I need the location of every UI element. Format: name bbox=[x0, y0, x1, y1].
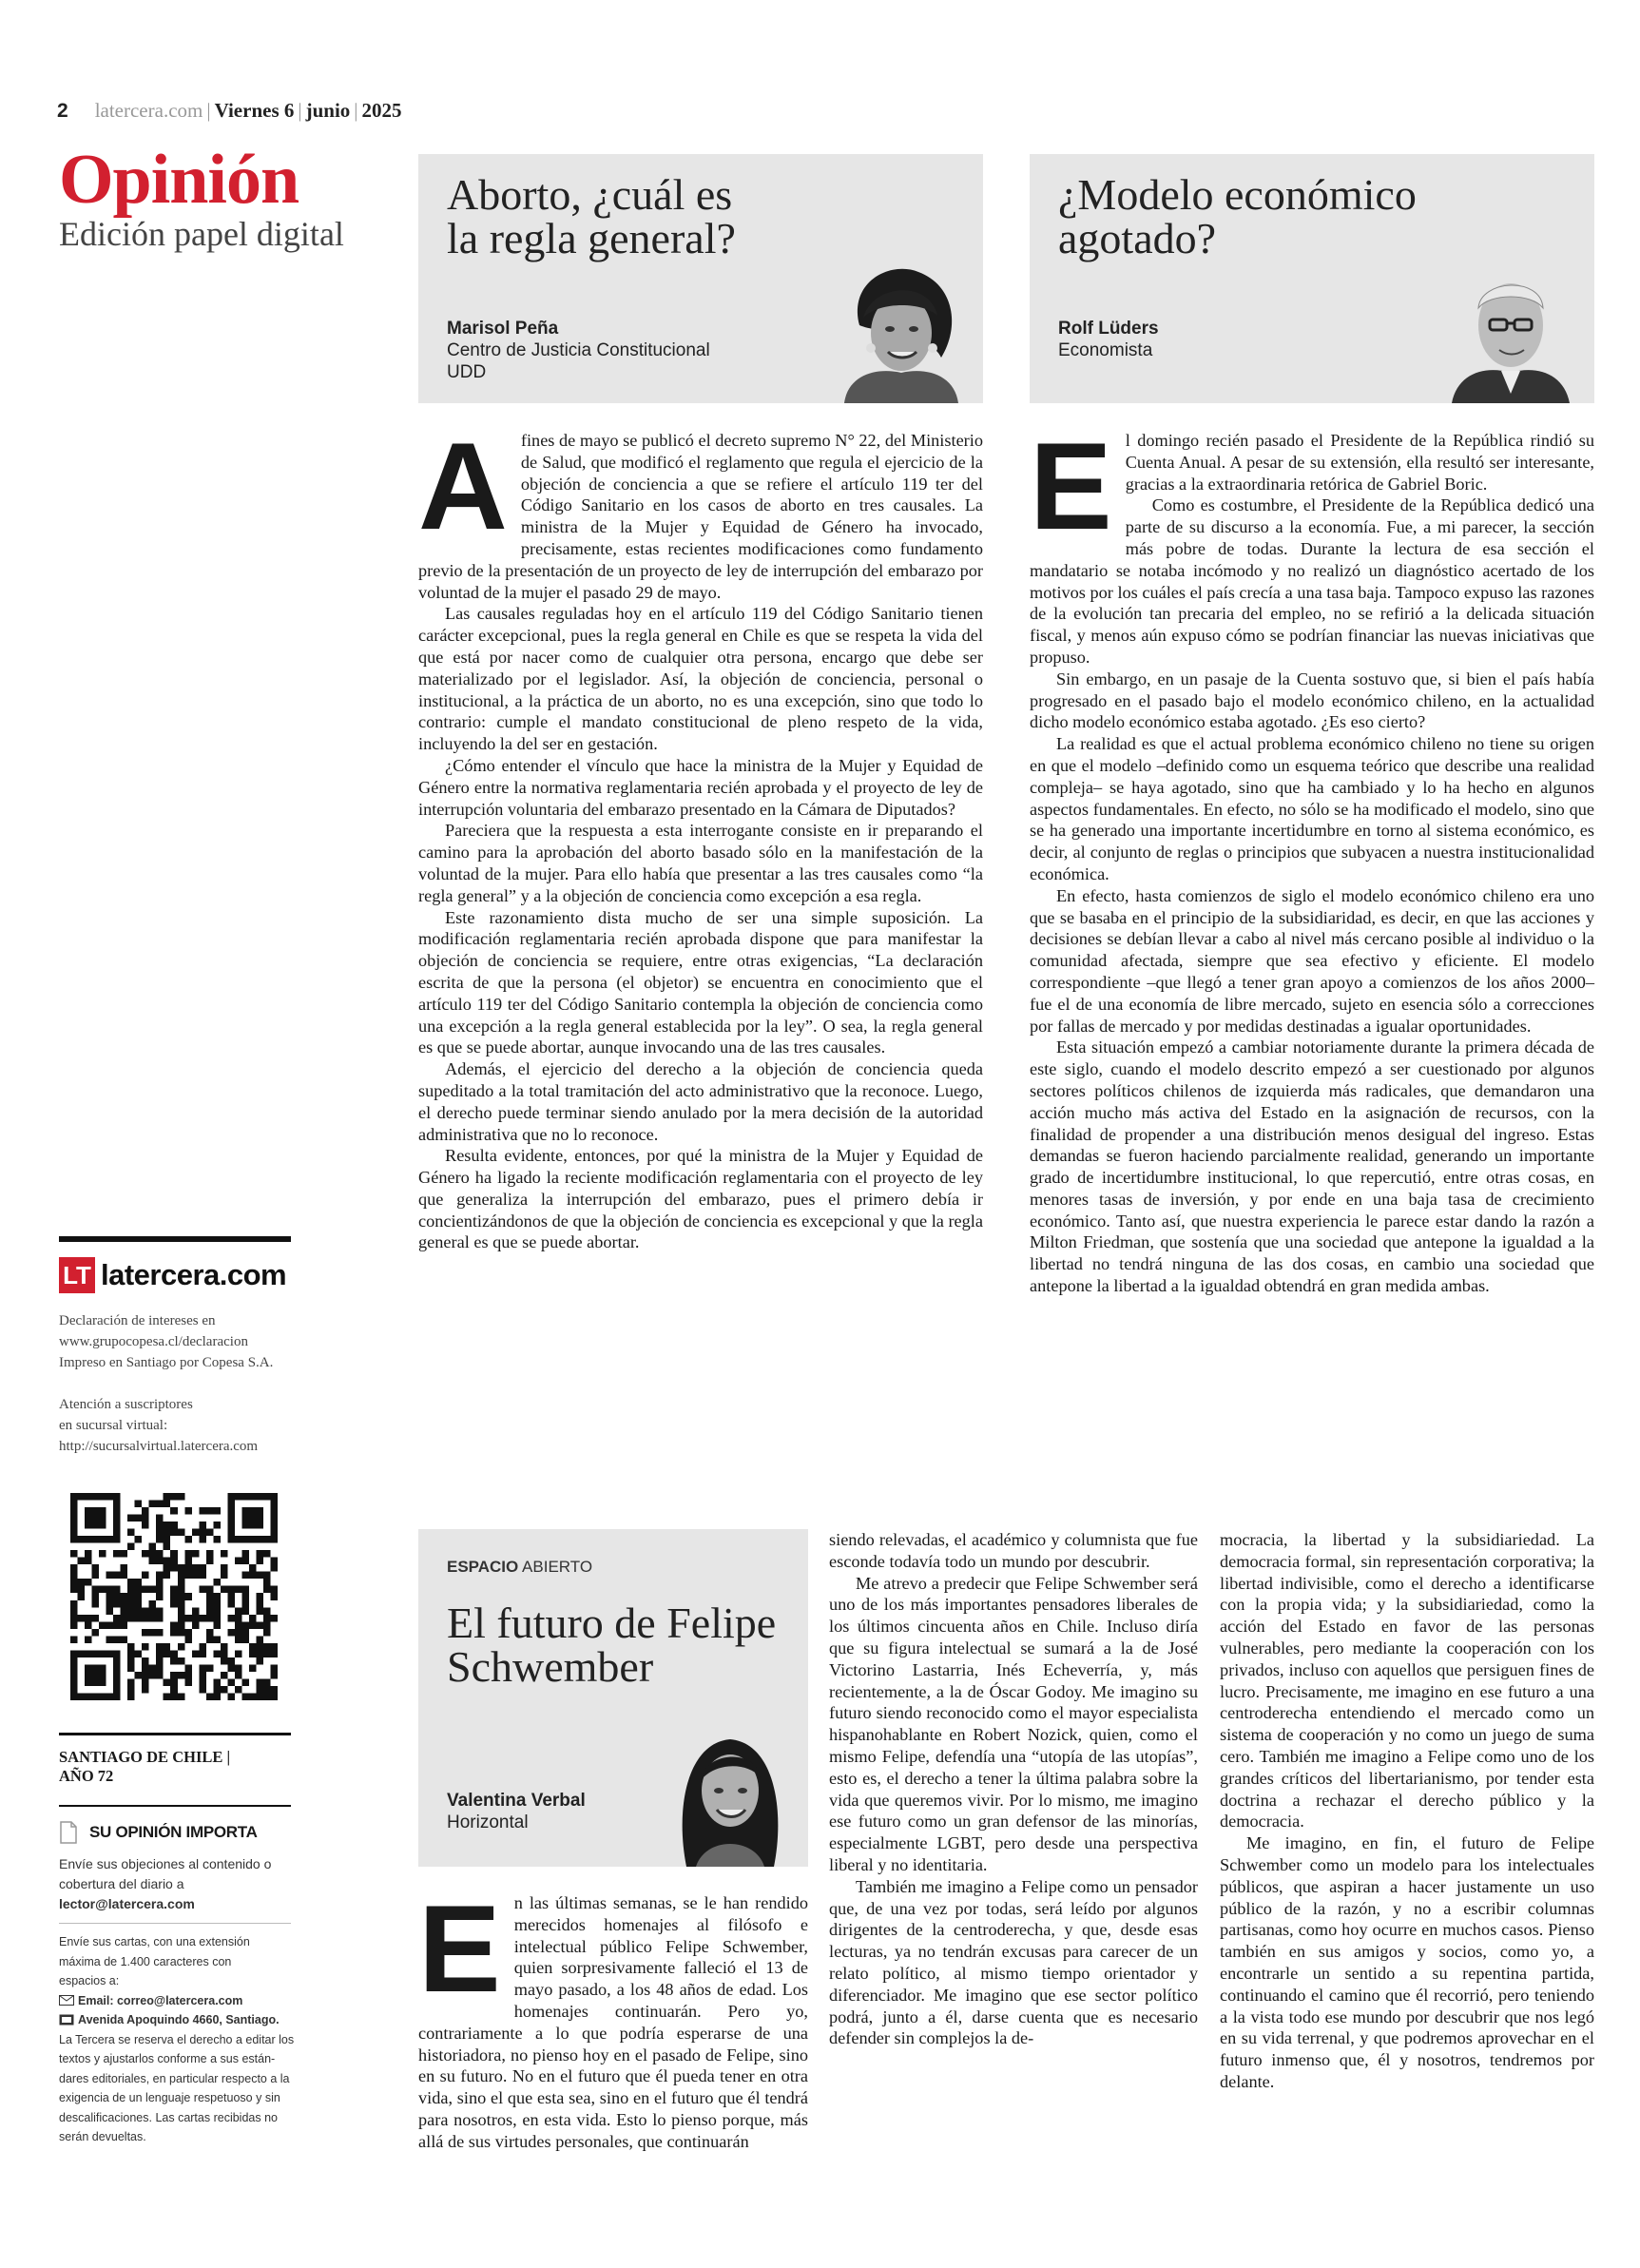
article3-paragraph: siendo relevadas, el académico y columnista que fue esconde todavía todo un mundo por descubrir. bbox=[829, 1530, 1198, 1571]
section-subtitle: Edición papel digital bbox=[59, 215, 344, 253]
article1-author: Marisol Peña bbox=[447, 319, 559, 339]
header-year: 2025 bbox=[361, 99, 402, 122]
lt-logo-name: latercera.com bbox=[101, 1258, 287, 1291]
opinion-title: SU OPINIÓN IMPORTA bbox=[89, 1823, 258, 1841]
article1-paragraph: Las causales reguladas hoy en el artículo 119 del Código Sanitario tienen carácter excepcional, pues la regla general en Chile es que se respeta la vida del que está por nacer como de cualquier otra persona, encargo que debe ser materializado por el legislador. Así, la objeción de conciencia, personal o institucional, a la práctica de un aborto, no es una excepción, sino que todo lo contrario: cumple el mandato constitucional de pleno respeto de la vida, incluyendo la del ser en gestación. bbox=[418, 604, 983, 754]
article1-title: Aborto, ¿cuál es la regla general? bbox=[447, 170, 736, 262]
opinion-heading bbox=[59, 1821, 258, 1844]
article1-paragraph: fines de mayo se publicó el decreto supremo N° 22, del Ministerio de Salud, que modificó el reglamento que regula el ejercicio de la objeción de conciencia a que se refiere el artículo 119 ter del Código Sanitario en los casos de aborto en tres causales. La ministra de la Mujer y Equidad de Género ha invocado, precisamente, estas recientes modificaciones como fundamento previo de la presentación de un proyecto de ley de interrupción del embarazo por voluntad de la mujer el pasado 29 de mayo. bbox=[418, 431, 983, 602]
sidebar-divider bbox=[59, 1733, 291, 1735]
article3-column-2 bbox=[829, 1529, 1198, 2049]
article1-byline: Marisol Peña Centro de Justicia Constitucional UDD bbox=[447, 319, 710, 383]
envelope-icon bbox=[59, 1995, 74, 2006]
article1-body bbox=[418, 417, 983, 1253]
article2-paragraph: l domingo recién pasado el Presidente de la República rindió su Cuenta Anual. A pesar de su extensión, ella resultó ser interesante, gracias a la extraordinaria retórica de Gabriel Boric. bbox=[1125, 431, 1594, 494]
mailbox-icon bbox=[59, 2014, 74, 2026]
article1-header bbox=[418, 154, 983, 403]
lt-logo-mark: LT bbox=[59, 1257, 95, 1293]
article3-dropcap: E bbox=[418, 1879, 501, 2018]
article2-byline: Rolf Lüders Economista bbox=[1058, 319, 1159, 361]
author-portrait-image bbox=[667, 1724, 791, 1867]
declaration-link[interactable]: www.grupocopesa.cl/declaracion bbox=[59, 1334, 248, 1349]
site-name: latercera.com bbox=[94, 99, 203, 122]
article2-author: Rolf Lüders bbox=[1058, 319, 1159, 339]
article3-paragraph: También me imagino a Felipe como un pensador que, de una vez por todas, será leído por algunos dirigentes de la centroderecha, y que, desde esas lecturas, ya no tendrán excusas para carecer de un relato político, al mismo tiempo orientador y diferenciador. Me imagino que ese sector político podrá, junto a él, darse cuenta que es necesario defender sin complejos la de- bbox=[829, 1876, 1198, 2048]
document-icon bbox=[59, 1821, 78, 1844]
article2-paragraph: En efecto, hasta comienzos de siglo el modelo económico chileno era uno que se basaba en el principio de la subsidiaridad, es decir, en que las acciones y decisiones se debían llevar a cabo al nivel más cercano posible al individuo o la comunidad afectada, siempre que sea efectivo y eficiente. El modelo correspondiente –que llegó a tener gran apoyo a comienzos de los años 2000– fue el de una economía de libre mercado, sujeto en esencia sólo a correcciones por fallas de mercado y por medidas destinadas a igualar oportunidades. bbox=[1030, 885, 1594, 1036]
author-portrait-image bbox=[1448, 261, 1572, 403]
article2-header bbox=[1030, 154, 1594, 403]
subscriber-link[interactable]: http://sucursalvirtual.latercera.com bbox=[59, 1439, 259, 1454]
article3-paragraph: Me imagino, en fin, el futuro de Felipe Schwember como un modelo para los intelectuales públicos, que aspiran a hacer justamente un uso público de la razón, y no a escribir columnas partisanas, como hoy ocurre en muchos casos. Pienso también en sus amigos y socios, como yo, a encontrarle un sentido a su repentina partida, continuando el camino que él recorrió, pero teniendo a la vista todo ese mundo por descubrir que nos legó en su vida terrenal, y que podremos aprovechar en el futuro inmenso que, él y nosotros, tendremos por delante. bbox=[1220, 1833, 1594, 2091]
latercera-logo bbox=[59, 1257, 286, 1293]
header-month: junio bbox=[305, 99, 351, 122]
sidebar-divider bbox=[59, 1805, 291, 1807]
article3-column-1 bbox=[418, 1879, 808, 2153]
article1-paragraph: Resulta evidente, entonces, por qué la ministra de la Mujer y Equidad de Género ha ligado la reciente modificación reglamentaria con el proyecto de ley que generaliza la interrupción del embarazo, pues el primero debía ir concientizándonos de que la objeción de conciencia es excepcional y que la regla general es que se puede abortar. bbox=[418, 1146, 983, 1252]
article2-paragraph: La realidad es que el actual problema económico chileno no tiene su origen en que el modelo –definido como un esquema teórico que describe una realidad compleja– se haya agotado, sino que ha cambiado y lo ha hecho en algunos aspectos fundamentales. En efecto, no sólo se ha modificado el modelo, sino que se ha generado una importante incertidumbre en torno al sistema económico, es decir, al conjunto de reglas o principios que subyacen a nuestra institucionalidad económica. bbox=[1030, 734, 1594, 883]
article3-column-3 bbox=[1220, 1529, 1594, 2093]
article2-body bbox=[1030, 417, 1594, 1297]
article2-paragraph: Sin embargo, en un pasaje de la Cuenta sostuvo que, si bien el país había progresado en el pasado bajo el modelo económico chileno, en la actualidad dicho modelo económico estaba agotado. ¿Es eso cierto? bbox=[1030, 669, 1594, 732]
sidebar-rule bbox=[59, 1236, 291, 1242]
article3-kicker: ESPACIO ABIERTO bbox=[447, 1558, 593, 1576]
subscriber-block: Atención a suscriptores en sucursal virtual: http://sucursalvirtual.latercera.com bbox=[59, 1394, 297, 1457]
declaration-block: Declaración de intereses en www.grupocopesa.cl/declaracion Impreso en Santiago por Copesa S.A. bbox=[59, 1310, 297, 1373]
article1-paragraph: Este razonamiento dista mucho de ser una simple suposición. La modificación reglamentaria recién aprobada dispone que para manifestar la objeción de conciencia se requiere, entre otras exigencias, “La declaración escrita de que la persona (el objetor) se encuentra en conocimiento que el artículo 119 ter del Código Sanitario contempla la objeción de conciencia como una excepción a la regla general establecida por la ley”. O sea, la regla general es que se puede abortar, aunque invocando una de las tres causales. bbox=[418, 907, 983, 1057]
article1-dropcap: A bbox=[418, 417, 508, 555]
article1-paragraph: Pareciera que la respuesta a esta interrogante consiste en ir preparando el camino para la aprobación del aborto basado sólo en la manifestación de la voluntad de la mujer. Para ello había que presentar a las tres causales como “la regla general” y a la objeción de conciencia como excepción a esa regla. bbox=[418, 821, 983, 905]
email-label[interactable]: Email: correo@latercera.com bbox=[78, 1993, 243, 2007]
article1-paragraph: Además, el ejercicio del derecho a la objeción de conciencia queda supeditado a la total tramitación del acto administrativo que la reconoce. Luego, el derecho puede terminar siendo anulado por la mera decisión de la autoridad administrativa que no lo reconoce. bbox=[418, 1059, 983, 1144]
section-title: Opinión bbox=[59, 141, 299, 219]
article3-paragraph: mocracia, la libertad y la subsidiariedad. La democracia formal, sin representación corporativa; la libertad indivisible, como el derecho a identificarse con la propia vida; y la subsidiariedad, como la acción del Estado en favor de las personas vulnerables, pero mediante la cooperación con los privados, incluso con aquellos que persiguen fines de lucro. Precisamente, me imagino en ese futuro a una centroderecha entendiendo el mercado como un sistema de cooperación y no como un juego de suma cero. También me imagino a Felipe como uno de los grandes críticos del libertarianismo, por tender esta doctrina a rechazar el derecho público y la democracia. bbox=[1220, 1530, 1594, 1832]
letters-block: Envíe sus cartas, con una extensión máxima de 1.400 caracteres con espacios a: Email: correo@latercera.com Avenida Apoquindo 4660, Santiago. La Tercera se reserva el derecho a editar los textos y ajustarlos conforme a sus están- dares editoriales, en particular respecto a la exigencia de un lenguaje respetuoso y sin descalificaciones. Las cartas recibidas no serán devueltas. bbox=[59, 1932, 306, 2147]
article3-author: Valentina Verbal bbox=[447, 1791, 586, 1811]
email-row bbox=[59, 1991, 306, 2011]
article3-title: El futuro de Felipe Schwember bbox=[447, 1599, 777, 1691]
address-row bbox=[59, 2010, 306, 2030]
page-header: 2 latercera.com | Viernes 6 | junio | 2025 bbox=[57, 99, 402, 122]
city-year-block: SANTIAGO DE CHILE | AÑO 72 bbox=[59, 1748, 231, 1785]
article2-paragraph: Esta situación empezó a cambiar notoriamente durante la primera década de este siglo, cuando el modelo descrito empezó a ser cuestionado por algunos sectores políticos chilenos de izquierda más radicales, que demandaron una acción mucho más activa del Estado en la asignación de recursos, con la finalidad de propender a una distribución menos desigual del ingreso. Estas demandas se fueron haciendo parcialmente realidad, generando un importante grado de incertidumbre institucional, lo que repercutió, entre otras cosas, en menores tasas de inversión, y por ende en una baja tasa de crecimiento económico. Tanto así, que nuestra experiencia le parece estar dando la razón a Milton Friedman, que sostenía que una sociedad que antepone la igualdad a la libertad no tendrá ninguna de las dos cosas, en cambio una sociedad que antepone la libertad a la igualdad obtendrá en gran medida ambas. bbox=[1030, 1037, 1594, 1296]
qr-code-icon[interactable] bbox=[70, 1493, 278, 1700]
article3-paragraph: Me atrevo a predecir que Felipe Schwember será uno de los más importantes pensadores liberales de los últimos cincuenta años en Chile. Incluso diría que su figura intelectual se sumará a la de José Victorino Lastarria, Inés Echeverría, y, más recientemente, a la de Óscar Godoy. Me imagino su futuro siendo reconocido como el mayor especialista hispanohablante en Robert Nozick, quien, como el mismo Felipe, defendía una “utopía de las utopías”, esto es, el derecho a tener la última palabra sobre la vida que queremos vivir. Por lo mismo, me imagino ese futuro como un gran defensor de las minorías, especialmente LGBT, pero desde una perspectiva liberal y no identitaria. bbox=[829, 1573, 1198, 1874]
opinion-text: Envíe sus objeciones al contenido o cobertura del diario a lector@latercera.com bbox=[59, 1854, 297, 1914]
author-portrait-image bbox=[839, 261, 962, 403]
address-label: Avenida Apoquindo 4660, Santiago. bbox=[78, 2013, 280, 2026]
header-day: Viernes 6 bbox=[214, 99, 295, 122]
sidebar-thin-divider bbox=[59, 1923, 291, 1924]
article2-dropcap: E bbox=[1030, 417, 1112, 555]
article3-header bbox=[418, 1529, 808, 1867]
article3-paragraph: n las últimas semanas, se le han rendido merecidos homenajes al filósofo e intelectual público Felipe Schwember, quien sorpresivamente falleció el 13 de mayo pasado, a los 48 años de edad. Los homenajes continuarán. Pero yo, contrariamente a lo que podría esperarse de una historiadora, no pienso hoy en el pasado de Felipe, sino en su futuro. No en el futuro que él pueda tener en otra vida, sino el que esta sea, sino en el futuro que él tendrá para nosotros, en esta vida. Esto lo pienso porque, más allá de sus virtudes personales, que continuarán bbox=[418, 1893, 808, 2151]
lector-email-link[interactable]: lector@latercera.com bbox=[59, 1896, 195, 1911]
article1-paragraph: ¿Cómo entender el vínculo que hace la ministra de la Mujer y Equidad de Género entre la normativa reglamentaria recién aprobada y el proyecto de ley de interrupción voluntaria del embarazo presentado en la Cámara de Diputados? bbox=[418, 755, 983, 819]
page-number: 2 bbox=[57, 100, 68, 122]
article2-title: ¿Modelo económico agotado? bbox=[1058, 170, 1417, 262]
article3-byline: Valentina Verbal Horizontal bbox=[447, 1791, 586, 1833]
article2-paragraph: Como es costumbre, el Presidente de la República dedicó una parte de su discurso a la economía. Fue, a mi parecer, la sección más pobre de todas. Durante la lectura de esa sección el mandatario se notaba incómodo y no realizó un diagnóstico acertado de los motivos por los cuáles el país crecía a una tasa baja. Tampoco expuso las razones de la evolución tan precaria del empleo, no se refirió a la delicada situación fiscal, y menos aún expuso cómo se podrían financiar las nuevas iniciativas que propuso. bbox=[1030, 495, 1594, 667]
